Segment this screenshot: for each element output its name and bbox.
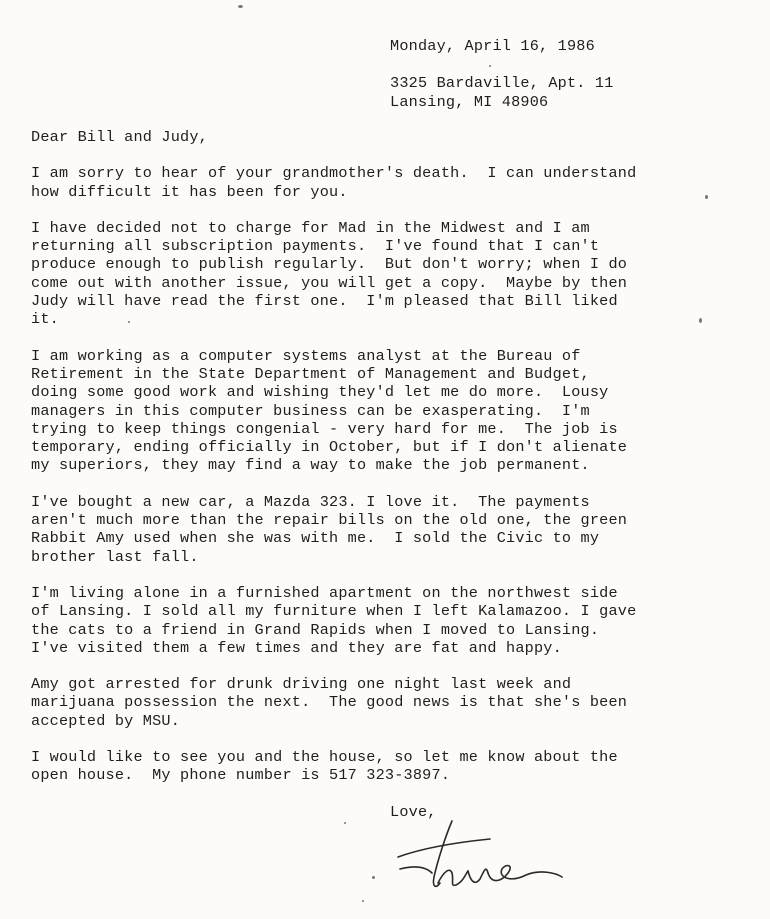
paragraph-line: I've bought a new car, a Mazda 323. I love it. The payments [31,492,590,511]
paper-speck [372,876,375,879]
paragraph-line: managers in this computer business can be exasperating. I'm [31,401,590,420]
paragraph-line: I'm living alone in a furnished apartment on the northwest side [31,583,618,602]
paragraph-line: the cats to a friend in Grand Rapids when I moved to Lansing. [31,620,600,639]
paragraph-line: returning all subscription payments. I've found that I can't [31,237,600,256]
paragraph-1 [31,164,761,201]
paragraph-3 [31,347,761,475]
paper-speck [705,195,708,199]
paragraph-line: come out with another issue, you will get a copy. Maybe by then [31,273,628,292]
paragraph-line: it. [31,310,59,329]
paragraph-line: my superiors, they may find a way to make the job permanent. [31,456,590,475]
paragraph-line: produce enough to publish regularly. But don't worry; when I do [31,255,628,274]
paragraph-line: marijuana possession the next. The good news is that she's been [31,693,628,712]
paragraph-line: temporary, ending officially in October, but if I don't alienate [31,438,628,457]
paragraph-line: open house. My phone number is 517 323-3897. [31,766,451,785]
paragraph-line: Retirement in the State Department of Management and Budget, [31,364,590,383]
address-line-2: Lansing, MI 48906 [390,92,549,111]
salutation: Dear Bill and Judy, [31,128,208,146]
paper-speck [238,5,243,8]
letter-date: Monday, April 16, 1986 [390,37,595,55]
paragraph-line: Rabbit Amy used when she was with me. I sold the Civic to my [31,529,600,548]
paragraph-line: brother last fall. [31,547,199,566]
paper-speck [362,900,364,902]
paragraph-4 [31,493,761,566]
paragraph-line: how difficult it has been for you. [31,182,348,201]
paper-speck [344,822,346,824]
paragraph-line: I am working as a computer systems analyst at the Bureau of [31,346,581,365]
paper-speck [128,321,130,323]
paragraph-line: trying to keep things congenial - very hard for me. The job is [31,419,618,438]
address-line-1: 3325 Bardaville, Apt. 11 [390,74,614,93]
closing: Love, [390,803,437,821]
paragraph-line: I've visited them a few times and they are fat and happy. [31,638,562,657]
paragraph-line: I would like to see you and the house, so let me know about the [31,748,618,767]
paper-speck [699,318,702,323]
letter-header [390,37,614,111]
paper-speck [489,65,491,67]
paragraph-line: Amy got arrested for drunk driving one night last week and [31,675,572,694]
paragraph-7 [31,748,761,785]
paragraph-2 [31,219,761,329]
handwritten-signature [380,815,580,905]
letter-body [31,128,761,803]
paragraph-line: of Lansing. I sold all my furniture when I left Kalamazoo. I gave [31,602,637,621]
paragraph-line: aren't much more than the repair bills on the old one, the green [31,511,628,530]
paragraph-5 [31,584,761,657]
paragraph-line: Judy will have read the first one. I'm pleased that Bill liked [31,292,618,311]
paragraph-6 [31,675,761,730]
paragraph-line: I have decided not to charge for Mad in the Midwest and I am [31,218,590,237]
paragraph-line: I am sorry to hear of your grandmother's death. I can understand [31,164,637,183]
paragraph-line: doing some good work and wishing they'd let me do more. Lousy [31,383,609,402]
paragraph-line: accepted by MSU. [31,711,181,730]
